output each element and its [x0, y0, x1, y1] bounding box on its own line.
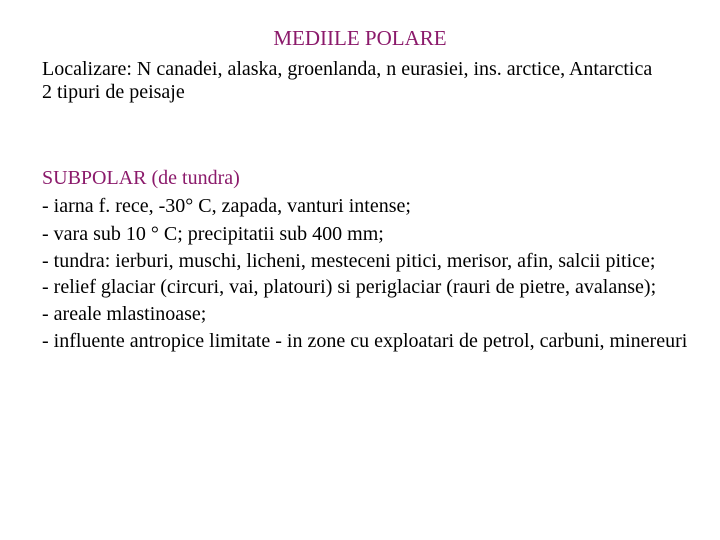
list-item: - areale mlastinoase;: [42, 303, 207, 325]
subpolar-heading: SUBPOLAR (de tundra): [42, 167, 240, 189]
list-item: - vara sub 10 ° C; precipitatii sub 400 mm;: [42, 223, 384, 245]
intro-section: [42, 58, 702, 104]
tipuri-text: 2 tipuri de peisaje: [42, 81, 185, 103]
list-item: - relief glaciar (circuri, vai, platouri) si periglaciar (rauri de pietre, avalanse);: [42, 276, 657, 298]
subpolar-section: [42, 166, 702, 352]
list-item: - iarna f. rece, -30° C, zapada, vanturi intense;: [42, 195, 411, 217]
localizare-text: Localizare: N canadei, alaska, groenlanda, n eurasiei, ins. arctice, Antarctica: [42, 58, 653, 80]
list-item: - tundra: ierburi, muschi, licheni, mesteceni pitici, merisor, afin, salcii pitice;: [42, 250, 656, 272]
list-item: - influente antropice limitate - in zone cu exploatari de petrol, carbuni, minereuri: [42, 330, 688, 352]
page-title: MEDIILE POLARE: [273, 26, 447, 50]
